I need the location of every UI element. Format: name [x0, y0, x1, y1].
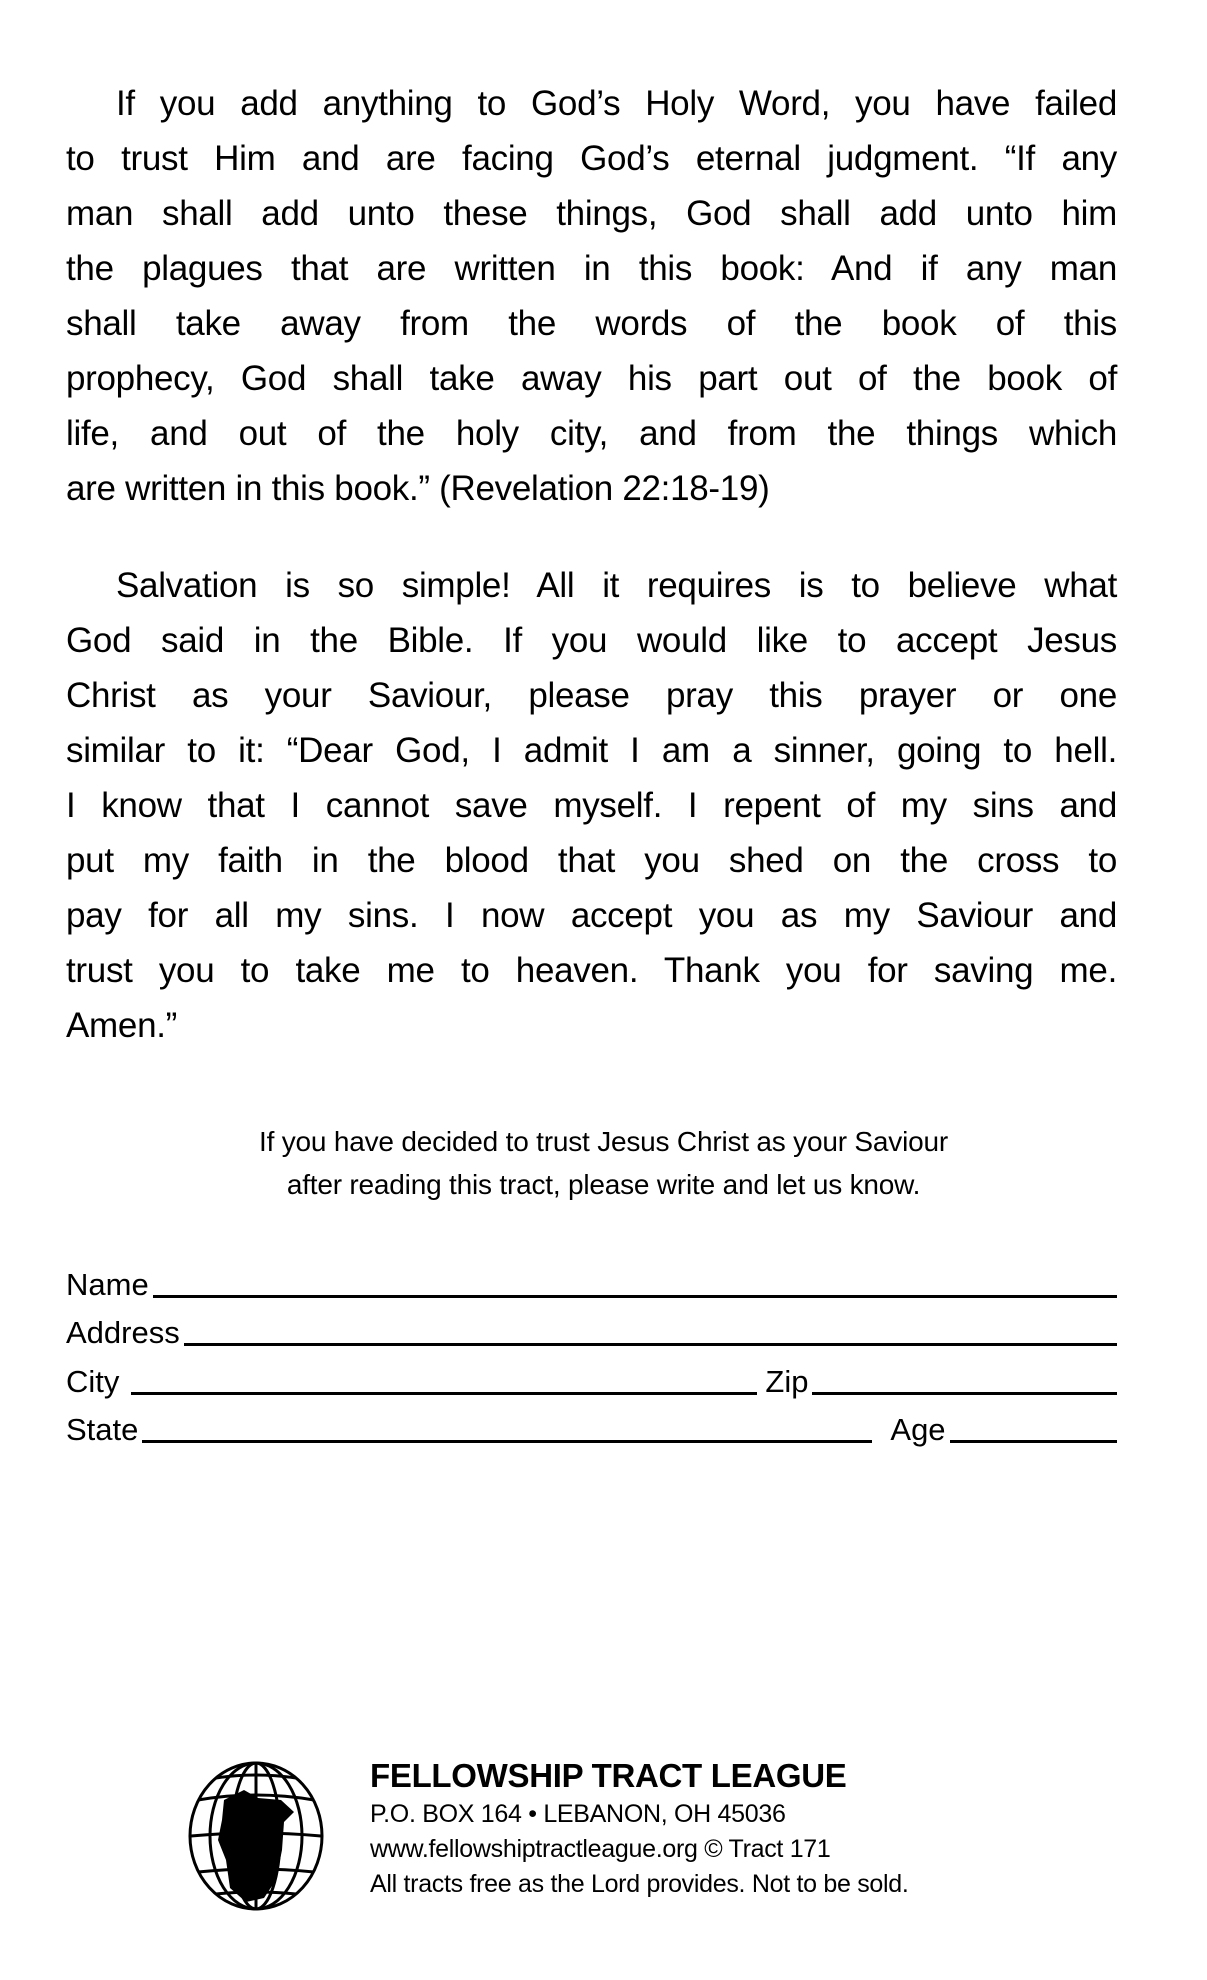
city-blank-line[interactable]: [131, 1392, 757, 1395]
text-line: If you add anything to God’s Holy Word, you have failed: [116, 84, 1117, 123]
name-blank-line[interactable]: [153, 1295, 1117, 1298]
zip-label: Zip: [765, 1363, 809, 1399]
address-label: Address: [66, 1315, 180, 1350]
publisher-address: P.O. BOX 164 • LEBANON, OH 45036: [370, 1800, 786, 1828]
state-label: State: [66, 1412, 139, 1447]
publisher-name: FELLOWSHIP TRACT LEAGUE: [370, 1757, 847, 1794]
text-line: are written in this book.” (Revelation 22:18-19): [66, 469, 770, 508]
text-line: shall take away from the words of the book of this: [66, 304, 1117, 343]
text-line: Christ as your Saviour, please pray this prayer or one: [66, 676, 1117, 715]
notice-line: after reading this tract, please write and let us know.: [286, 1169, 921, 1200]
city-zip-field: [66, 1352, 1117, 1401]
publisher-footer: [186, 1755, 1086, 1925]
text-line: Amen.”: [66, 1006, 178, 1045]
text-line: similar to it: “Dear God, I admit I am a sinner, going to hell.: [66, 731, 1117, 770]
state-age-field: [66, 1401, 1117, 1450]
paragraph-revelation-warning: [66, 76, 1117, 516]
city-label: City: [66, 1363, 120, 1399]
address-blank-line[interactable]: [184, 1343, 1117, 1346]
text-line: trust you to take me to heaven. Thank you for saving me.: [66, 951, 1117, 990]
contact-notice: [0, 1120, 1207, 1206]
age-label: Age: [890, 1412, 946, 1447]
text-line: to trust Him and are facing God’s eternal judgment. “If any: [66, 139, 1117, 178]
text-line: I know that I cannot save myself. I repent of my sins and: [66, 786, 1117, 825]
paragraph-salvation-prayer: [66, 558, 1117, 1053]
response-form: [66, 1255, 1117, 1449]
publisher-website: www.fellowshiptractleague.org © Tract 171: [370, 1835, 831, 1863]
notice-line: If you have decided to trust Jesus Christ as your Saviour: [259, 1126, 948, 1157]
text-line: put my faith in the blood that you shed on the cross to: [66, 841, 1117, 880]
text-line: pay for all my sins. I now accept you as my Saviour and: [66, 896, 1117, 935]
address-field: [66, 1304, 1117, 1353]
text-line: life, and out of the holy city, and from the things which: [66, 414, 1117, 453]
text-line: prophecy, God shall take away his part out of the book of: [66, 359, 1117, 398]
age-blank-line[interactable]: [950, 1440, 1117, 1443]
name-label: Name: [66, 1266, 149, 1302]
text-line: Salvation is so simple! All it requires is to believe what: [116, 566, 1117, 605]
globe-logo-icon: [186, 1760, 326, 1912]
publisher-disclaimer: All tracts free as the Lord provides. Not to be sold.: [370, 1870, 909, 1898]
zip-blank-line[interactable]: [812, 1392, 1117, 1395]
name-field: [66, 1255, 1117, 1304]
text-line: God said in the Bible. If you would like to accept Jesus: [66, 621, 1117, 660]
text-line: man shall add unto these things, God shall add unto him: [66, 194, 1117, 233]
text-line: the plagues that are written in this book: And if any man: [66, 249, 1117, 288]
state-blank-line[interactable]: [142, 1440, 872, 1443]
